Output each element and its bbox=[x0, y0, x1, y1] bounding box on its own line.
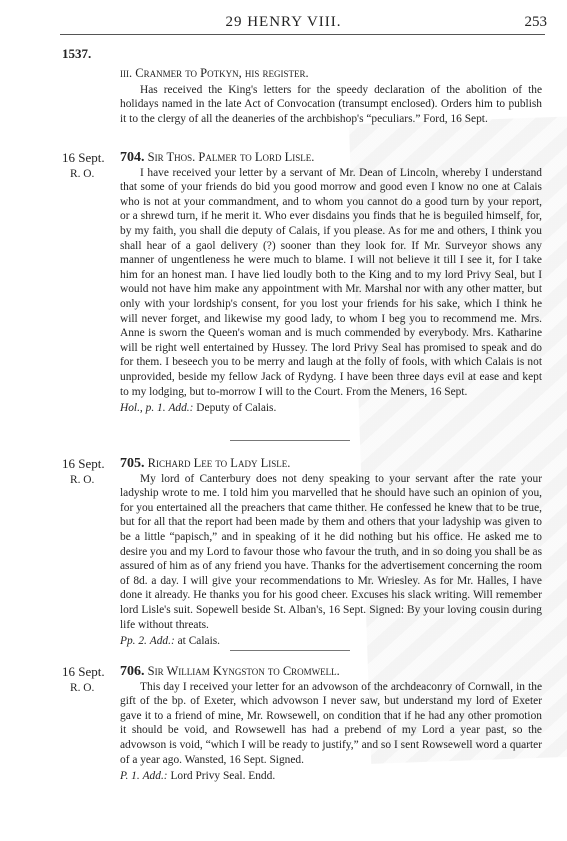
entry-704-source: R. O. bbox=[70, 168, 95, 180]
header-title: 29 HENRY VIII. bbox=[225, 14, 342, 30]
entry-706-source: R. O. bbox=[70, 682, 95, 694]
entry-706-body: This day I received your letter for an advowson of the archdeaconry of Cornwall, in the gift of the bp. of Exeter, which advowson I never saw, but understand my lord of Exeter gave it to a friend of mine, Mr. Rowsewell, on condition that if he had any other promotion it should be void, and Rowsewell has had a prebend of my Lord a year past, so the advowson is void, “which I will be ready to justify,” and so I sent Rowsewell word a quarter of a year ago. Wansted, 16 Sept. Signed. bbox=[120, 680, 542, 766]
entry-705-source: R. O. bbox=[70, 474, 95, 486]
header-rule bbox=[60, 34, 545, 35]
entry-704-body: I have received your letter by a servant of Mr. Dean of Lincoln, whereby I understand that some of your friends do bid you good morrow and good even I know no one at Calais who is not at your commandment, and to whom you cannot do a good turn by your report, or a shrewd turn, if he merit it. Who ever disdains you finds that he is beguiled himself, for, by my faith, you shall die deputy of Calais, if you please. As for me and others, I think you shall hear of a gaol delivery (?) sooner than they look for. If Mr. Surveyor shows any manner of ungentleness he were much to blame. I will not believe it till I see it, for I take him for an honest man. I have lied loudly both to the King and to my lord Privy Seal, but I would not have him make any appointment with Mr. Marshal nor with any other matter, but only with your lordship's consent, for you lost your friends for his sake, which I think he will never forget, and likewise my good lady, to whom I beg you to recommend me. Mrs. Anne is sworn the Queen's woman and is much commended by everybody. Mrs. Katharine will be right well entertained by Hussey. The lord Privy Seal has promised to speak and do for them. I beseech you to be merry and laugh at the folly of fools, with which Calais is not unprovided, beside my fellow Jack of Rydyng. I have been three days evil at ease and kept to my lodging, but to-morrow I will to the Court. From the Meners, 16 Sept. bbox=[120, 166, 542, 398]
entry-704-meta bbox=[62, 401, 542, 416]
entry-705-meta bbox=[62, 634, 542, 649]
running-header bbox=[0, 12, 567, 34]
entry-705-date: 16 Sept. bbox=[62, 456, 105, 471]
entry-706-meta-left: P. 1. bbox=[120, 770, 140, 783]
entry-705-add: at Calais. bbox=[177, 635, 221, 648]
entry-704-meta-left: Hol., p. 1. bbox=[120, 402, 166, 415]
entry-705-title: Richard Lee to Lady Lisle. bbox=[147, 456, 291, 470]
entry-706 bbox=[62, 664, 542, 784]
entry-706-date: 16 Sept. bbox=[62, 664, 105, 679]
page-number: 253 bbox=[524, 14, 547, 30]
year-marker: 1537. bbox=[62, 46, 92, 61]
separator bbox=[230, 440, 350, 441]
entry-705-add-label: Add.: bbox=[149, 635, 175, 648]
entry-704-date: 16 Sept. bbox=[62, 150, 105, 165]
entry-706-add-label: Add.: bbox=[142, 770, 168, 783]
entry-704-add: Deputy of Calais. bbox=[196, 402, 277, 415]
entry-704-number: 704. bbox=[120, 150, 145, 165]
separator bbox=[230, 650, 350, 651]
entry-iii bbox=[62, 66, 542, 126]
entry-706-title: Sir William Kyngston to Cromwell. bbox=[147, 664, 340, 678]
entry-705-body: My lord of Canterbury does not deny speaking to your servant after the rate your ladyship wrote to me. I told him you marvelled that he should have such an opinion of you, for you entertained all the preachers that came thither. He confessed he knew that to be true, but for all that the report had been made by them and others that your ladyship was given to be a little “papisch,” and in speaking of it he did nothing but his office. He asked me to desire you and my Lord to favour those who favour the truth, and in so doing you shall be as assured of him as of any friend you have. Thanks for the advertisement concerning the room of 8d. a day. I will give your recommendations to Mr. Wriesley. As for Mr. Halles, I have done it already. He thanks you for his good cheer. Excuses his slack writing. Will remember lord Lisle's suit. Sopewell beside St. Alban's, 16 Sept. Signed: By your loving cousin during life without threats. bbox=[120, 472, 543, 631]
entry-705-meta-left: Pp. 2. bbox=[120, 635, 147, 648]
entry-iii-body: Has received the King's letters for the speedy declaration of the abolition of the holidays named in the late Act of Convocation (transumpt enclosed). Orders him to publish it to the clergy of all the deaneries of the archbishop's “peculiars.” Ford, 16 Sept. bbox=[120, 83, 542, 125]
entry-706-number: 706. bbox=[120, 664, 145, 679]
entry-705-number: 705. bbox=[120, 456, 145, 471]
entry-704-title: Sir Thos. Palmer to Lord Lisle. bbox=[147, 150, 315, 164]
entry-iii-heading: iii. Cranmer to Potkyn, his register. bbox=[120, 66, 309, 80]
entry-706-add: Lord Privy Seal. Endd. bbox=[170, 770, 276, 783]
entry-706-meta bbox=[62, 769, 542, 784]
entry-704 bbox=[62, 150, 542, 416]
entry-705 bbox=[62, 456, 542, 649]
entry-704-add-label: Add.: bbox=[168, 402, 194, 415]
